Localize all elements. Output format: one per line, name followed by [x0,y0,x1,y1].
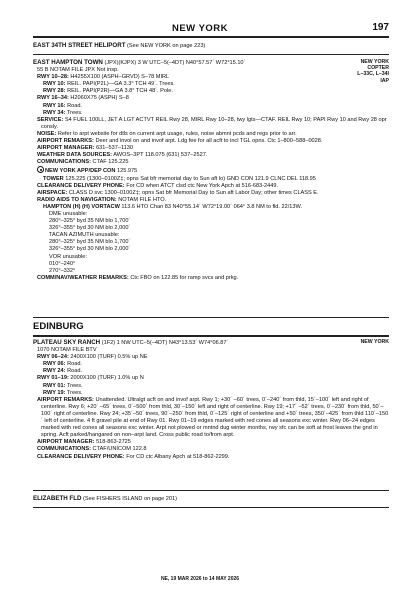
info-label: CLEARANCE DELIVERY PHONE: [37,453,125,460]
info-line [37,454,389,461]
info-line [33,218,389,225]
info-line [33,204,389,211]
info-label: RWY 28: [43,88,66,95]
info-line [33,383,389,390]
info-line [33,261,389,268]
info-text: REIL. PAPI(P2R)—GA 3.8° TCH 48´. Pole. [67,88,173,95]
header-rule [33,36,389,38]
info-line [37,190,389,197]
info-line [37,145,389,152]
airport-location: (1F2) 1 NW UTC–5(–4DT) N43°13.53´ W74°06.87´ [101,340,229,346]
info-line [37,152,389,159]
info-text: Road. [67,102,82,109]
info-line [37,197,389,204]
info-text: 2000X100 (TURF) 1.0% up N [70,375,144,382]
info-line [37,138,389,145]
effective-dates: NE, 19 MAR 2026 to 14 MAY 2026 [160,576,240,582]
info-text: H4255X100 (ASPH–GRVD) S–78 MIRL [70,74,170,81]
info-line [33,354,389,361]
info-line [33,232,389,239]
info-label: WEATHER DATA SOURCES: [37,152,112,159]
info-text: Road. [67,361,82,368]
info-label: TOWER [43,175,64,182]
info-text: 280°–325° byd 35 NM blo 1,700´ [49,239,131,246]
page-header [0,0,400,36]
divider [33,54,389,55]
cross-reference: (See NEW YORK on page 223) [127,43,206,49]
info-label: RWY 10–28: [37,74,69,81]
info-label: AIRPORT REMARKS: [37,138,94,145]
divider [33,490,389,491]
city-heading: EDINBURG [33,321,84,332]
info-label: AIRSPACE: [37,189,68,196]
info-line [33,81,389,88]
info-line [33,368,389,375]
info-label: HAMPTON (H) (H) VORTACW [43,203,120,210]
airport-location: (JPX)(KJPX) 3 W UTC–5(–4DT) N40°57.57´ W72°15.10´ [104,60,246,66]
info-text: DME unusable: [49,210,88,217]
info-label: RWY 24: [43,368,66,375]
info-line [33,254,389,261]
info-line [33,225,389,232]
info-line [33,211,389,218]
airport-name: EAST 34TH STREET HELIPORT [33,42,126,49]
divider [33,507,389,508]
info-line [33,110,389,117]
info-text: REIL. PAPI(P2L)—GA 3.3° TCH 49´. Trees. [67,81,175,88]
info-line [37,183,389,190]
state-title: NEW YORK [171,23,229,34]
info-text: Unattended. Ultralgt acft on and invof arpt. Rwy 1; +30´ –60´ trees, 0´–240´ from thld, 15´–100´ left and right of centerline. Rwy 6; +20´ –65´ trees, 0´–500´ from thld, 30´–150´ left and right of centerline. Rwy 19; +17´ –52´ trees, 0´–230´ from thld, 50´–100´ right of centerline. Rwy 24; +35´–50´ trees, 90´–250´ from thld, 0´–125´ right of centerline and +50´ trees, 350´–425´ from thld 110´–150´ left of centerline. 4 ft gravel pile at end of Rwy 01. Rwy 01–19 edges marked with red cones all seasons exc winter. Rwy 06–24 edges marked with red cones all seasons exc winter. Arpt not plowed or mntnd dug winter months, rwy sfc can be soft at frost leaves the gnd in spring. Acft parked/hangared on non–arpt land. Cross public road to/from arpt. [41,396,389,439]
info-line [37,131,389,138]
info-text: 270°–332° [49,267,76,274]
info-label: RWY 10: [43,81,66,88]
info-text: TACAN AZIMUTH unusable: [49,232,120,239]
info-text: 631–537–1130 [96,145,133,152]
info-text: 326°–355° byd 30 NM blo 2,000´ [49,225,131,232]
airport-name: ELIZABETH FLD [33,495,82,502]
info-text: Trees. [66,389,83,396]
entry-east34 [33,42,389,50]
info-text: 010°–240° [49,260,76,267]
info-label: COMMUNICATIONS: [37,446,91,453]
info-label: RWY 01–19: [37,375,69,382]
info-text: CTAF 125.225 [92,159,129,166]
info-label: RWY 34: [43,109,66,116]
chart-references: NEW YORK [360,339,389,345]
info-line [33,390,389,397]
airport-elevation: 1070 NOTAM FILE BTV [37,347,97,354]
info-text: 113.6 HTO Chan 83 N40°55.14´ W72°19.00´ 064° 3.8 NM to fld. 22/13W. [121,203,303,210]
info-label: RADIO AIDS TO NAVIGATION: [37,196,117,203]
radar-icon [37,166,44,173]
info-line [37,446,389,453]
info-line [37,159,389,166]
airport-name: EAST HAMPTON TOWN [33,59,103,66]
info-label: CLEARANCE DELIVERY PHONE: [37,182,125,189]
info-line [37,439,389,446]
info-text: H2060X75 (ASPH) S–8 [70,95,129,102]
info-line [37,117,389,131]
info-text: For CD ctc Albany Apch at 518-862-2299. [126,453,230,460]
info-text: 2400X100 (TURF) 0.5% up NE [70,354,148,361]
info-label: NEW YORK APP/DEP CON [45,168,116,175]
info-text: NOTAM FILE HTO. [118,196,167,203]
info-label: RWY 19: [43,389,66,396]
info-text: S4 FUEL 100LL, JET A LGT ACTVT REIL Rwy 28, MIRL Rwy 10–28, twy lgts—CTAF. REIL Rwy 10; PAPI Rwy 10 and Rwy 28 opr consly. [41,116,387,130]
page-number: 197 [372,22,389,33]
info-text: Trees. [66,382,83,389]
info-label: RWY 06–24: [37,354,69,361]
city-rule [33,335,389,337]
info-text: 518-863-2725 [96,439,131,446]
info-label: RWY 16: [43,102,66,109]
airport-elevation: 55 B NOTAM FILE JPX Not insp. [37,67,119,74]
info-label: SERVICE: [37,116,64,123]
chart-references [357,59,389,84]
info-label: AIRPORT MANAGER: [37,145,95,152]
info-line [33,268,389,275]
info-line [33,88,389,95]
info-text: 280°–325° byd 35 NM blo 1,700´ [49,218,131,225]
info-line [37,397,389,440]
info-line [33,166,389,175]
info-text: CTAF/UNICOM 122.8 [92,446,147,453]
entry-plateau-sky-ranch [33,339,389,461]
info-line [33,375,389,382]
info-text: Ctc FBO on 122.85 for ramp svcs and prkg. [130,274,239,281]
info-line [33,239,389,246]
right-ref: NEW YORK [360,59,389,65]
info-text: CLASS D svc 1300–0100Z‡; opns Sat bfr Memorial Day to Sun aft Labor Day; other times CLASS E. [68,189,319,196]
info-line [33,246,389,253]
info-line [33,74,389,81]
info-label: RWY 01: [43,382,66,389]
info-label: NOISE: [37,130,57,137]
info-line [33,176,389,183]
right-ref: L–33C, L–34I [357,71,389,78]
info-label: COMMUNICATIONS: [37,159,91,166]
airport-name: PLATEAU SKY RANCH [33,339,101,346]
info-text: VOR unusable: [49,253,87,260]
info-text: AWOS–3PT 118.075 (631) 537–2527. [113,152,208,159]
info-text: Refer to arpt website for dtls on current arpt usage, rules, noise abmnt pcds and regs prior to arr. [57,130,297,137]
info-label: RWY 06: [43,361,66,368]
entry-elizabeth [33,495,389,503]
info-text: Deer and invol on and invof arpt. Ldg fee for all acft to incl TGL opns. Ctc 1–800–588–0028. [95,138,323,145]
info-text: For CD when ATCT clsd ctc New York Apch at 516-683-2449. [126,182,279,189]
info-label: AIRPORT REMARKS: [37,396,94,403]
right-ref: IAP [380,77,389,84]
right-ref: COPTER [367,65,389,72]
info-text: Trees. [66,109,83,116]
info-line [33,95,389,102]
info-label: AIRPORT MANAGER: [37,439,95,446]
info-text: Road. [67,368,82,375]
entry-east-hampton [33,59,389,282]
info-text: 125.225 (1300–0100Z‡; opns Sat bfr memorial day to Sun aft lo) GND CON 121.9 CLNC DEL 118.95 [65,175,316,182]
cross-reference: (See FISHERS ISLAND on page 201) [83,496,177,502]
info-label: RWY 16–34: [37,95,69,102]
info-label: COMM/NAV/WEATHER REMARKS: [37,274,129,281]
info-line [33,103,389,110]
info-text: 125.975 [117,168,138,175]
info-line [33,361,389,368]
info-line [37,275,389,282]
divider [33,317,389,318]
info-text: 326°–355° byd 30 NM blo 2,000´ [49,246,131,253]
